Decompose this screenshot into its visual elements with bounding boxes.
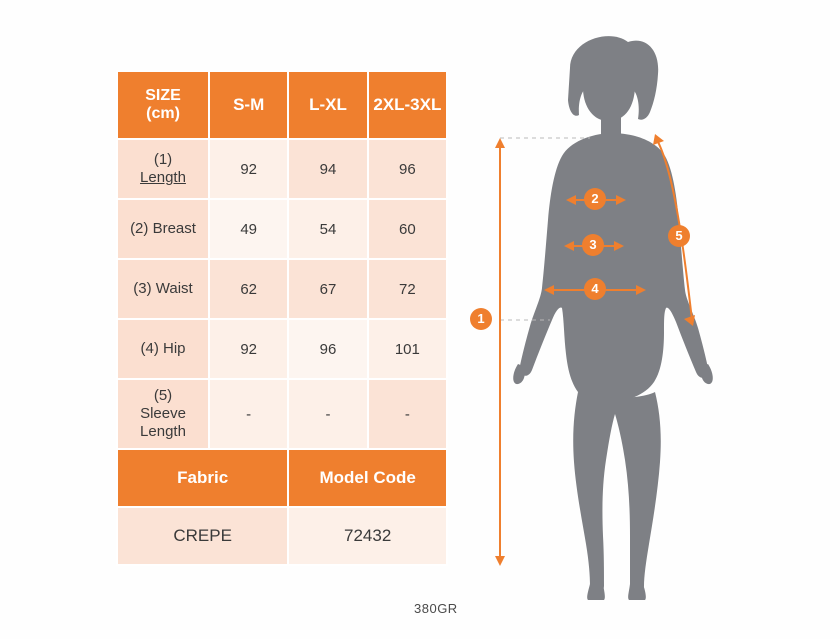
table-row <box>117 259 447 319</box>
female-silhouette-icon <box>470 20 830 600</box>
table-header <box>117 71 447 139</box>
measure-badge-5: 5 <box>668 225 690 247</box>
table-row <box>117 379 447 449</box>
row-label-sleeve-line1: (5) <box>153 387 173 404</box>
column-header-size-line2: (cm) <box>146 105 180 122</box>
footer-header-model-code: Model Code <box>288 449 447 507</box>
row-label-waist-line1: (3) Waist <box>133 280 193 297</box>
measurement-figure <box>470 20 830 600</box>
column-header-s-m: S-M <box>209 71 288 139</box>
measure-badge-4: 4 <box>584 278 606 300</box>
table-header-row <box>117 71 447 139</box>
row-label-waist <box>117 259 209 319</box>
cell-waist-s-m: 62 <box>209 259 288 319</box>
cell-waist-l-xl: 67 <box>288 259 367 319</box>
column-header-size <box>117 71 209 139</box>
footer-value-fabric: CREPE <box>117 507 288 565</box>
table-row <box>117 199 447 259</box>
measure-badge-2: 2 <box>584 188 606 210</box>
row-label-breast <box>117 199 209 259</box>
footer-header-fabric: Fabric <box>117 449 288 507</box>
fabric-weight-note: 380GR <box>414 601 458 616</box>
row-label-hip-line1: (4) Hip <box>140 340 186 357</box>
column-header-size-line1: SIZE <box>145 86 181 104</box>
row-label-sleeve-length <box>117 379 209 449</box>
table-footer-value-row <box>117 507 447 565</box>
cell-length-2xl-3xl: 96 <box>368 139 447 199</box>
cell-breast-s-m: 49 <box>209 199 288 259</box>
row-label-length-line1: (1) <box>153 151 173 168</box>
cell-length-s-m: 92 <box>209 139 288 199</box>
table-footer-header-row <box>117 449 447 507</box>
cell-sleeve-s-m: - <box>209 379 288 449</box>
cell-sleeve-l-xl: - <box>288 379 367 449</box>
measure-badge-3: 3 <box>582 234 604 256</box>
footer-value-model-code: 72432 <box>288 507 447 565</box>
cell-hip-l-xl: 96 <box>288 319 367 379</box>
size-chart-table <box>116 70 448 566</box>
table-body <box>117 139 447 565</box>
cell-breast-l-xl: 54 <box>288 199 367 259</box>
column-header-2xl-3xl: 2XL-3XL <box>368 71 447 139</box>
row-label-length <box>117 139 209 199</box>
cell-hip-s-m: 92 <box>209 319 288 379</box>
row-label-sleeve-line2: Sleeve Length <box>140 405 186 440</box>
cell-sleeve-2xl-3xl: - <box>368 379 447 449</box>
cell-hip-2xl-3xl: 101 <box>368 319 447 379</box>
table-row <box>117 319 447 379</box>
row-label-breast-line1: (2) Breast <box>130 220 196 237</box>
table-row <box>117 139 447 199</box>
cell-waist-2xl-3xl: 72 <box>368 259 447 319</box>
cell-length-l-xl: 94 <box>288 139 367 199</box>
row-label-length-line2: Length <box>140 169 186 186</box>
row-label-hip <box>117 319 209 379</box>
cell-breast-2xl-3xl: 60 <box>368 199 447 259</box>
measure-badge-1: 1 <box>470 308 492 330</box>
column-header-l-xl: L-XL <box>288 71 367 139</box>
